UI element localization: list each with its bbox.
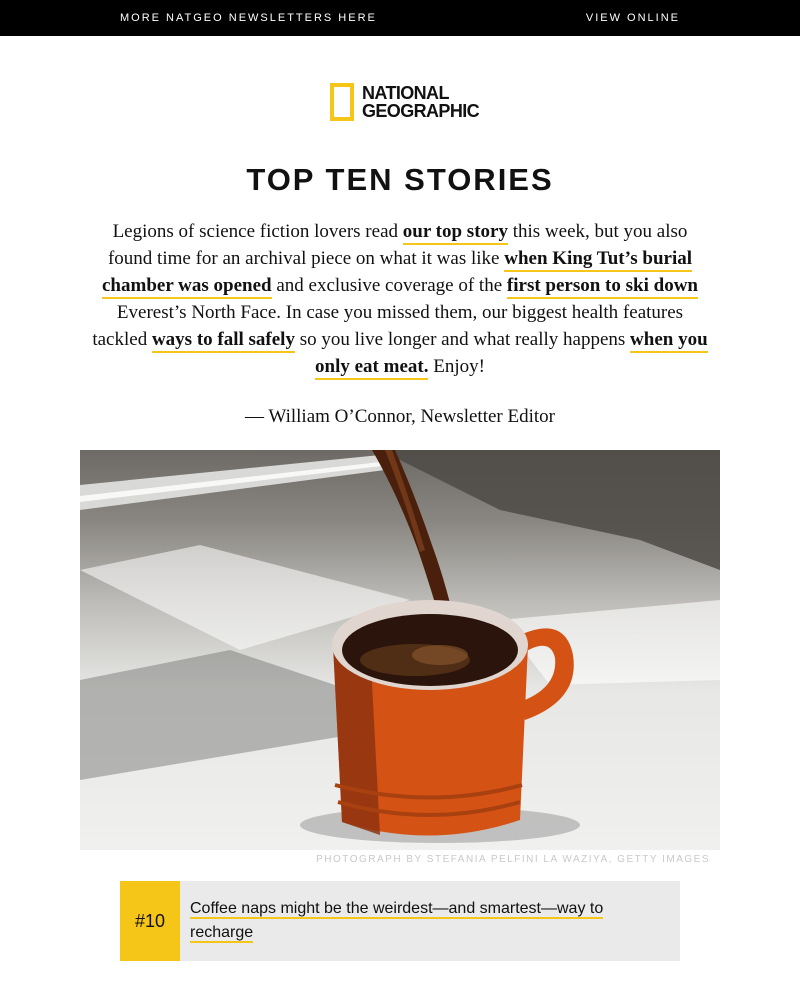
story-rank: #10 <box>120 881 180 961</box>
intro-paragraph: Legions of science fiction lovers read our top story this week, but you also found time for an archival piece on what it was like when King Tut’s burial chamber was opened and exclusive coverage of the first person to ski down Everest’s North Face. In case you missed them, our biggest health features tackled ways to fall safely so you live longer and what really happens when you only eat meat. Enjoy! <box>90 218 710 380</box>
more-newsletters-link[interactable]: MORE NATGEO NEWSLETTERS HERE <box>120 12 377 24</box>
story-item[interactable] <box>120 881 680 961</box>
story-link[interactable]: Coffee naps might be the weirdest—and smartest—way to recharge <box>190 900 604 941</box>
coffee-photo[interactable] <box>80 450 720 850</box>
natgeo-logo[interactable] <box>330 80 480 124</box>
coffee-photo-illustration <box>80 450 720 850</box>
king-tut-link[interactable]: when King Tut’s burial chamber was opened <box>102 248 692 299</box>
logo-wordmark: NATIONAL GEOGRAPHIC <box>362 83 480 121</box>
page-title: TOP TEN STORIES <box>246 162 554 197</box>
fall-safely-link[interactable]: ways to fall safely <box>152 329 295 353</box>
editor-signoff: — William O’Connor, Newsletter Editor <box>245 406 555 427</box>
yellow-border-icon <box>330 83 354 121</box>
eat-meat-link[interactable]: when you only eat meat. <box>315 329 708 380</box>
top-story-link[interactable]: our top story <box>403 221 508 245</box>
view-online-link[interactable]: VIEW ONLINE <box>585 12 680 24</box>
first-ski-down-link[interactable]: first person to ski down <box>507 275 698 299</box>
top-bar <box>0 0 800 36</box>
photo-credit: PHOTOGRAPH BY STEFANIA PELFINI LA WAZIYA, GETTY IMAGES <box>316 854 710 865</box>
